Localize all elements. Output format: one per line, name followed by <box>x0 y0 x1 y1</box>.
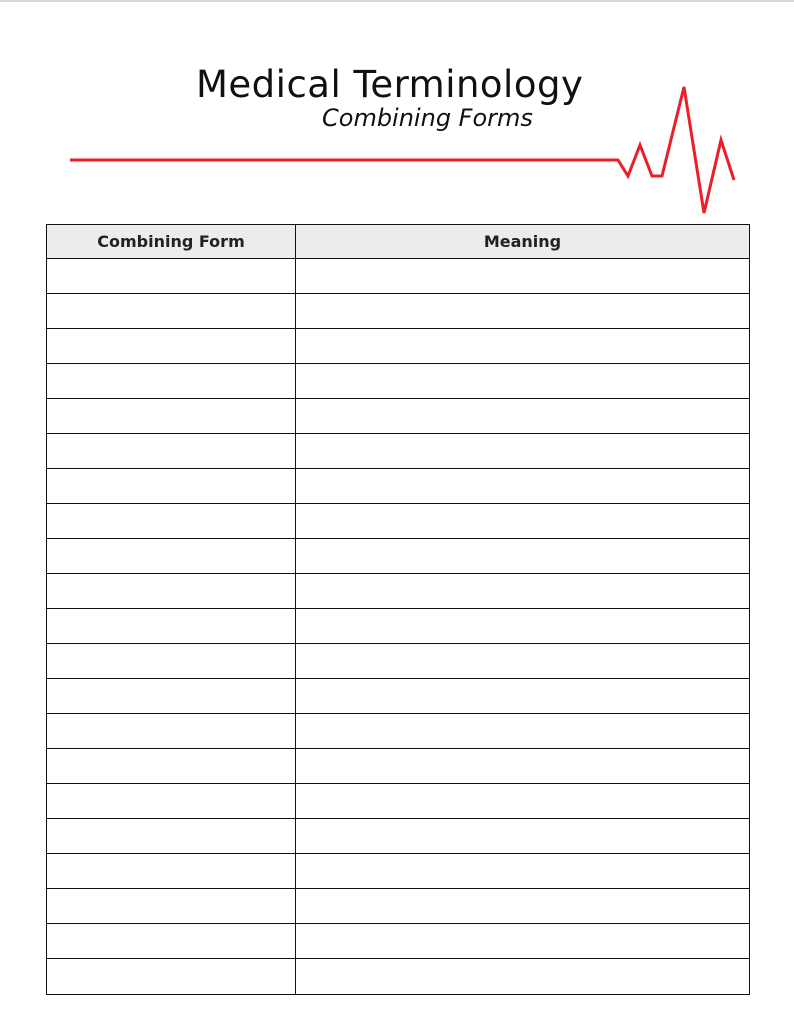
combining-forms-table <box>46 224 750 995</box>
combining-form-cell[interactable] <box>47 924 296 959</box>
meaning-cell[interactable] <box>296 749 749 784</box>
combining-form-cell[interactable] <box>47 574 296 609</box>
combining-form-cell[interactable] <box>47 749 296 784</box>
combining-form-cell[interactable] <box>47 364 296 399</box>
page-subtitle: Combining Forms <box>322 104 533 132</box>
meaning-cell[interactable] <box>296 504 749 539</box>
meaning-cell[interactable] <box>296 889 749 924</box>
meaning-cell[interactable] <box>296 784 749 819</box>
combining-form-cell[interactable] <box>47 959 296 994</box>
heartbeat-trace <box>70 87 734 213</box>
combining-form-cell[interactable] <box>47 539 296 574</box>
meaning-cell[interactable] <box>296 644 749 679</box>
meaning-cell[interactable] <box>296 294 749 329</box>
meaning-cell[interactable] <box>296 259 749 294</box>
meaning-cell[interactable] <box>296 609 749 644</box>
combining-form-cell[interactable] <box>47 259 296 294</box>
combining-form-cell[interactable] <box>47 399 296 434</box>
meaning-cell[interactable] <box>296 539 749 574</box>
combining-form-cell[interactable] <box>47 644 296 679</box>
combining-form-cell[interactable] <box>47 294 296 329</box>
meaning-cell[interactable] <box>296 399 749 434</box>
combining-form-cell[interactable] <box>47 609 296 644</box>
combining-form-cell[interactable] <box>47 819 296 854</box>
meaning-cell[interactable] <box>296 714 749 749</box>
combining-form-cell[interactable] <box>47 854 296 889</box>
meaning-cell[interactable] <box>296 329 749 364</box>
meaning-cell[interactable] <box>296 819 749 854</box>
combining-form-cell[interactable] <box>47 434 296 469</box>
combining-form-cell[interactable] <box>47 504 296 539</box>
combining-form-cell[interactable] <box>47 679 296 714</box>
combining-form-cell[interactable] <box>47 889 296 924</box>
meaning-cell[interactable] <box>296 959 749 994</box>
meaning-cell[interactable] <box>296 434 749 469</box>
meaning-cell[interactable] <box>296 574 749 609</box>
header-combining-form: Combining Form <box>47 225 296 259</box>
heartbeat-line-icon <box>0 0 794 230</box>
header-meaning: Meaning <box>296 225 749 259</box>
page-title: Medical Terminology <box>196 63 584 106</box>
combining-form-cell[interactable] <box>47 469 296 504</box>
combining-form-cell[interactable] <box>47 784 296 819</box>
meaning-cell[interactable] <box>296 924 749 959</box>
combining-form-cell[interactable] <box>47 329 296 364</box>
meaning-cell[interactable] <box>296 854 749 889</box>
meaning-cell[interactable] <box>296 679 749 714</box>
combining-form-cell[interactable] <box>47 714 296 749</box>
meaning-cell[interactable] <box>296 469 749 504</box>
meaning-cell[interactable] <box>296 364 749 399</box>
